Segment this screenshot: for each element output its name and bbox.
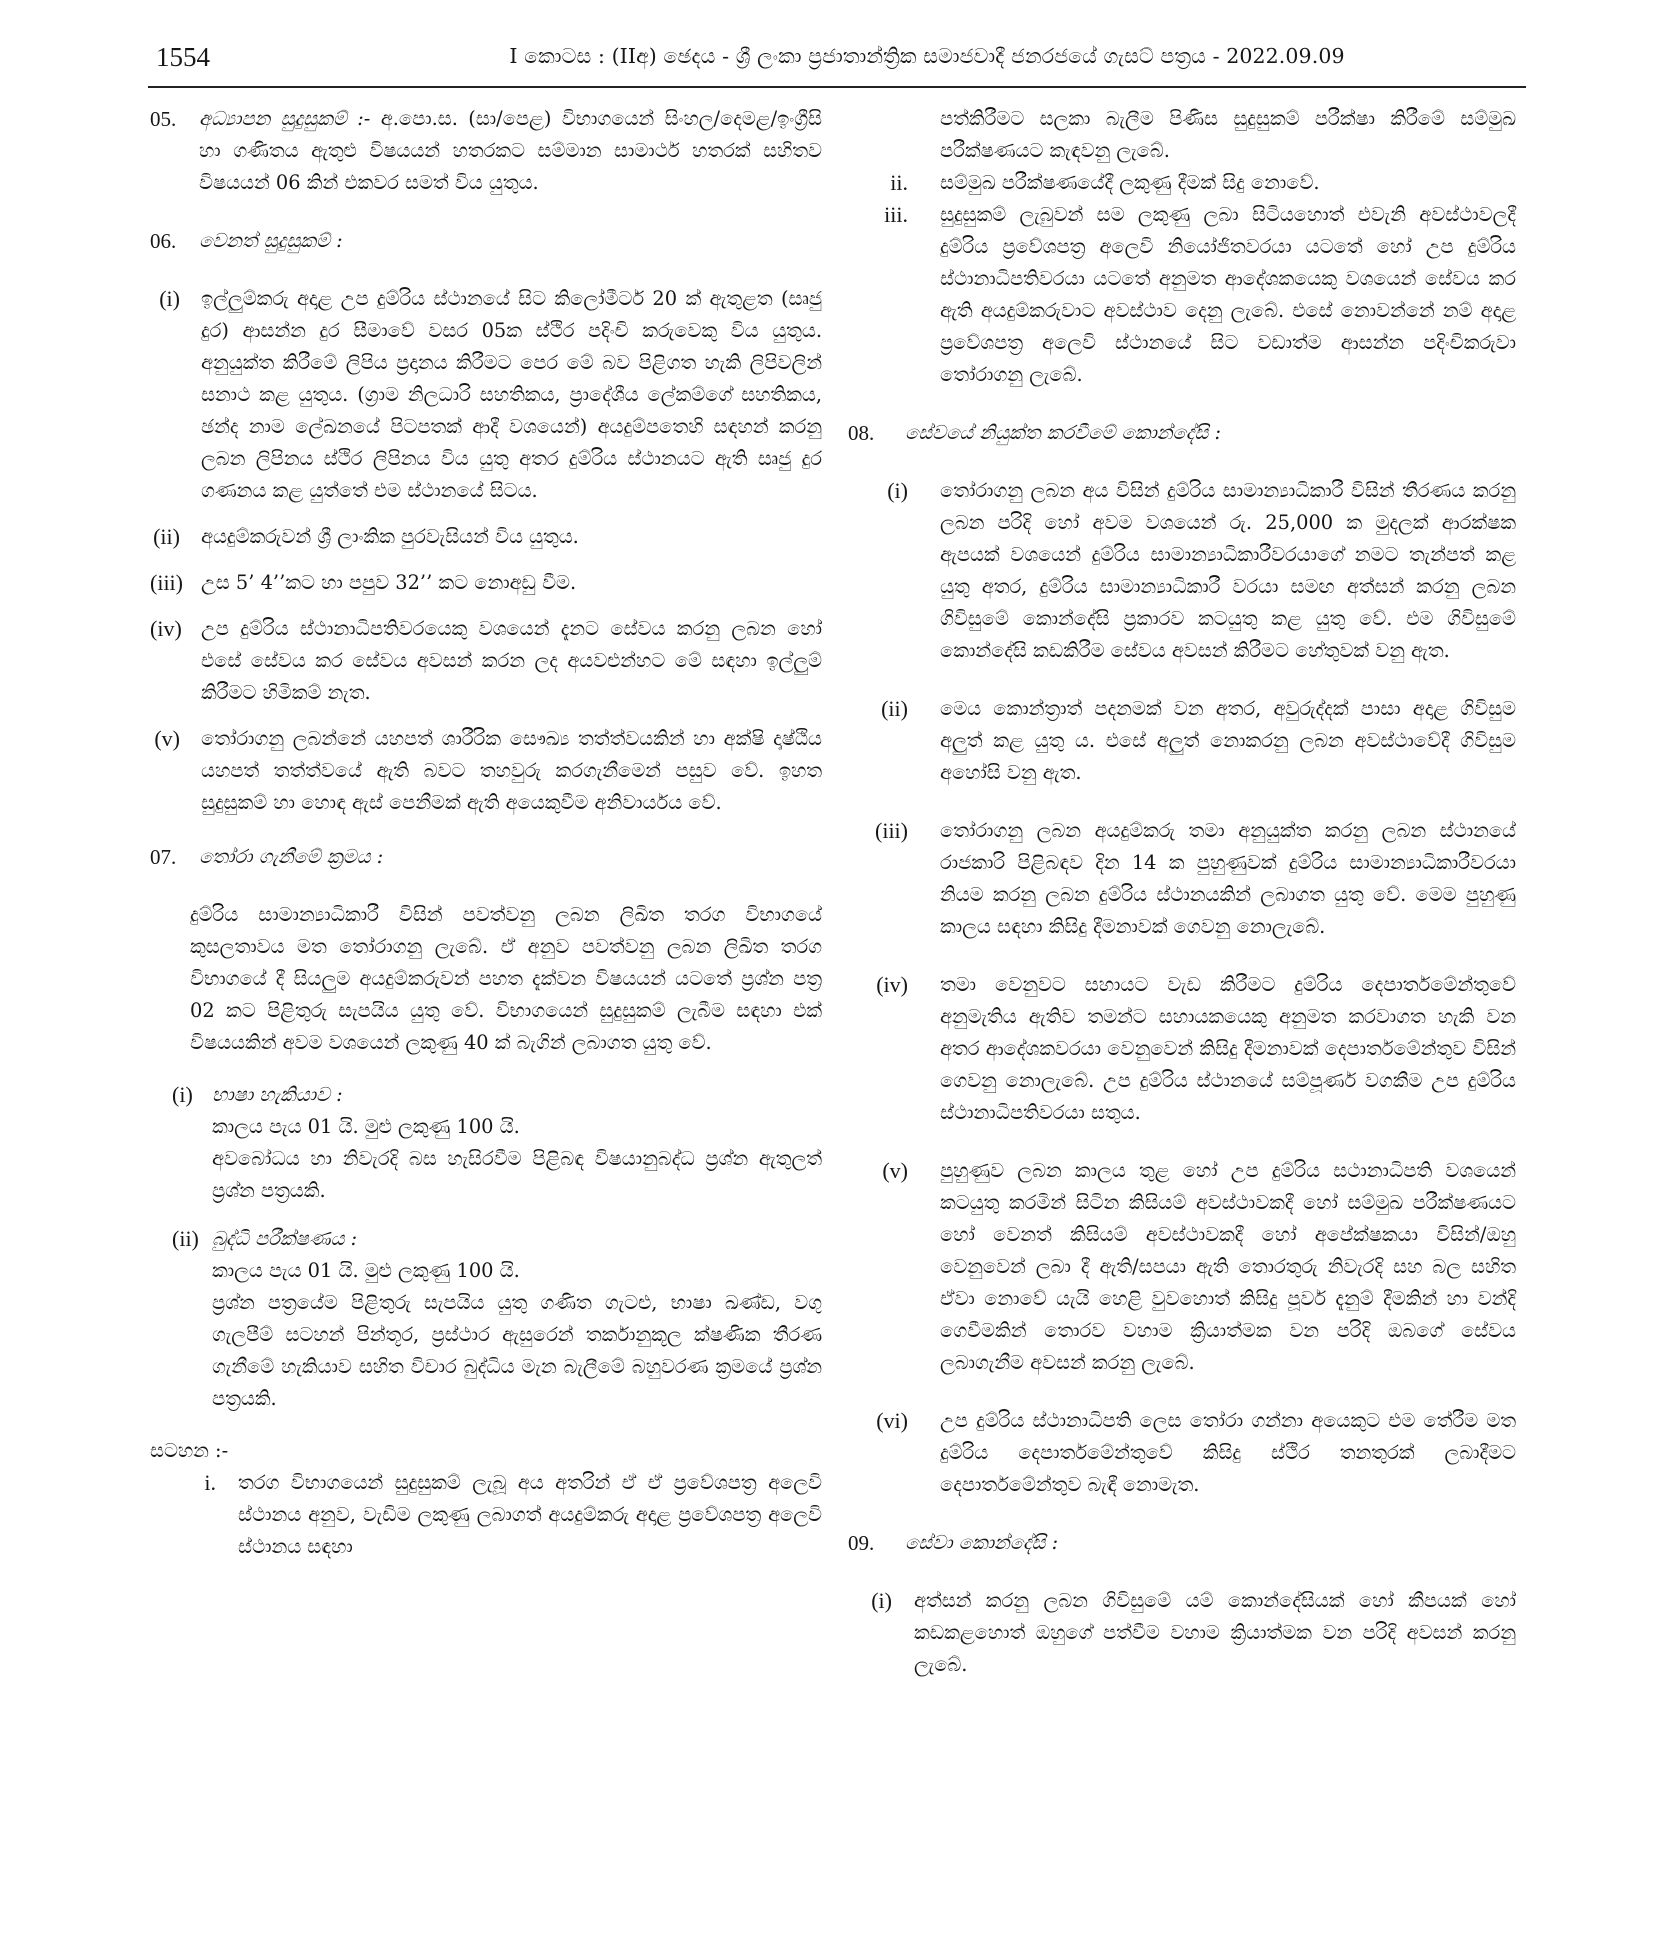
list-item <box>848 475 1516 667</box>
item-number: (iv) <box>150 616 182 641</box>
item-number: (iv) <box>876 972 908 997</box>
item-title: භාෂා හැකියාව : <box>212 1083 343 1106</box>
section-number: 07. <box>150 845 177 869</box>
right-column <box>848 103 1516 1681</box>
item-line: ප්‍රශ්න පත්‍රයේම පිළිතුරු සැපයිය යුතු ගණිත ගැටළු, භාෂා ඛණ්ඩ, වගු ගැලපීම් සටහන් පින්තූර, ප්‍රස්ථාර ඇසුරෙන් තර්කානුකූල ක්ෂණික තීරණ ගැනීමේ හැකියාව සහිත විචාර බුද්ධිය මැන බැලීමේ බහුවරණ ක්‍රමයේ ප්‍රශ්න පත්‍රයකි. <box>212 1291 822 1410</box>
section-title: අධ්‍යාපන සුදුසුකම් :- <box>199 107 371 130</box>
note-label: සටහන :- <box>150 1439 229 1462</box>
item-number: (i) <box>172 1082 193 1107</box>
section-08 <box>848 417 1516 449</box>
section-07 <box>150 841 822 873</box>
item-number: (v) <box>154 726 180 751</box>
item-text: ඉල්ලුම්කරු අදාළ උප දුම්රිය ස්ථානයේ සිට කිලෝමීටර් 20 ක් ඇතුළත (සෘජු දුර) ආසන්න දුර සීමාවේ වසර 05ක ස්ථිර පදිංචි කරුවෙකු විය යුතුය. අනුයුක්ත කිරීමේ ලිපිය ප්‍රදානය කිරීමට පෙර මේ බව පිළිගත හැකි ලිපිවලින් සනාථ කළ යුතුය. (ග්‍රාම නිලධාරි සහතිකය, ප්‍රාදේශීය ලේකම්ගේ සහතිකය, ඡන්ද නාම ලේඛනයේ පිටපතක් ආදී වශයෙන්) අයදුම්පතෙහි සඳහන් කරනු ලබන ලිපිනය ස්ථිර ලිපිනය විය යුතු අතර දුම්රිය ස්ථානයට ඇති සෘජු දුර ගණනය කළ යුත්තේ එම ස්ථානයේ සිටය. <box>201 287 822 502</box>
item-number: (ii) <box>153 524 180 549</box>
list-item <box>172 1223 822 1415</box>
section-06 <box>150 225 822 257</box>
item-text: තෝරාගනු ලබන අයදුම්කරු තමා අනුයුක්ත කරනු ලබන ස්ථානයේ රාජකාරි පිළිබඳව දින 14 ක පුහුණුවක් දුම්රිය සාමාන්‍යාධිකාරීවරයා නියම කරනු ලබන දුම්රිය ස්ථානයකින් ලබාගත යුතු වේ. මෙම පුහුණු කාලය සඳහා කිසිදු දීමනාවක් ගෙවනු නොලැබේ. <box>940 819 1516 938</box>
note-item <box>150 1467 822 1563</box>
item-text: සුදුසුකම් ලැබුවන් සම ලකුණු ලබා සිටියහොත් එවැනි අවස්ථාවලදී දුම්රිය ප්‍රවේශපත්‍ර අලෙවි නියෝජිතවරයා යටතේ හෝ උප දුම්රිය ස්ථානාධිපතිවරයා යටතේ අනුමත ආදේශකයෙකු වශයෙන් සේවය කර ඇති අයදුම්කරුවාට අවස්ථාව දෙනු ලැබේ. එසේ නොවන්නේ නම් අදාළ ප්‍රවේශපත්‍ර අලෙවි ස්ථානයේ සිට වඩාත්ම ආසන්න පදිංචිකරුවා තෝරාගනු ලැබේ. <box>940 203 1516 386</box>
section-07-intro: දුම්රිය සාමාන්‍යාධිකාරී විසින් පවත්වනු ලබන ලිඛිත තරග විභාගයේ කුසලතාවය මත තෝරාගනු ලැබේ. ඒ අනුව පවත්වනු ලබන ලිඛිත තරග විභාගයේ දී සියලුම අයදුම්කරුවන් පහත දැක්වන විෂයයන් යටතේ ප්‍රශ්න පත්‍ර 02 කට පිළිතුරු සැපයිය යුතු වේ. විභාගයෙන් සුදුසුකම් ලැබීම සඳහා එක් විෂයයකින් අවම වශයෙන් ලකුණු 40 ක් බැගින් ලබාගත යුතු වේ. <box>190 903 822 1054</box>
item-line: අවබෝධය හා නිවැරදි බස හැසිරවීම පිළිබඳ විෂයානුබද්ධ ප්‍රශ්න ඇතුලත් ප්‍රශ්න පත්‍රයකි. <box>212 1147 822 1202</box>
section-05 <box>150 103 822 199</box>
item-text: තරග විභාගයෙන් සුදුසුකම් ලැබූ අය අතරින් ඒ ඒ ප්‍රවේශපත්‍ර අලෙවි ස්ථානය අනුව, වැඩිම ලකුණු ලබාගත් අයදුම්කරු අදාළ ප්‍රවේශපත්‍ර අලෙවි ස්ථානය සඳහා <box>238 1471 822 1558</box>
item-title: බුද්ධි පරීක්ෂණය : <box>212 1227 358 1250</box>
section-title: තෝරා ගැනීමේ ක්‍රමය : <box>199 845 384 868</box>
item-number: iii. <box>884 202 908 227</box>
note-item <box>848 167 1516 199</box>
section-number: 06. <box>150 229 177 253</box>
note-item <box>848 199 1516 391</box>
list-item <box>150 723 822 819</box>
item-number: (vi) <box>876 1408 908 1433</box>
item-number: (ii) <box>881 696 908 721</box>
header-divider <box>148 86 1526 88</box>
item-number: (iii) <box>875 818 908 843</box>
left-column <box>150 103 822 1563</box>
list-item <box>848 969 1516 1129</box>
item-text: අයදුම්කරුවන් ශ්‍රී ලාංකික පුරවැසියන් විය යුතුය. <box>201 525 579 548</box>
section-title: සේවා කොන්දේසි : <box>905 1531 1059 1554</box>
note-continued: පත්කිරීමට සලකා බැලීම පිණිස සුදුසුකම් පරීක්ෂා කිරීමේ සම්මුඛ පරීක්ෂණයට කැඳවනු ලැබේ. <box>940 107 1516 162</box>
item-number: (iii) <box>150 570 183 595</box>
list-item <box>848 693 1516 789</box>
page-number: 1554 <box>156 42 210 72</box>
item-text: උස 5’ 4’’කට හා පපුව 32’’ කට නොඅඩු වීම. <box>201 571 577 594</box>
section-number: 05. <box>150 107 177 131</box>
item-text: තෝරාගනු ලබන්නේ යහපත් ශාරීරික සෞඛ්‍ය තත්ත්වයකින් හා අක්ෂි දෘෂ්ඨිය යහපත් තත්ත්වයේ ඇති බවට තහවුරු කරගැනීමෙන් පසුව වේ. ඉහත සුදුසුකම් හා හොඳ ඇස් පෙනීමක් ඇති අයෙකුවීම අනිවාර්යය වේ. <box>201 727 822 814</box>
item-number: (i) <box>887 478 908 503</box>
section-number: 09. <box>848 1531 875 1555</box>
item-number: (ii) <box>172 1226 199 1251</box>
list-item <box>848 815 1516 943</box>
section-title: සේවයේ නියුක්ත කරවීමේ කොන්දේසි : <box>905 421 1221 444</box>
item-text: තමා වෙනුවට සහායට වැඩ කිරීමට දුම්රිය දෙපාර්තමේන්තුවේ අනුමැතිය ඇතිව තමන්ට සහායකයෙකු අනුමත කරවාගත හැකි වන අතර ආදේශකවරයා වෙනුවෙන් කිසිදු දීමනාවක් දෙපාර්තමේන්තුව විසින් ගෙවනු නොලැබේ. උප දුම්රිය ස්ථානයේ සම්පූර්ණ වගකීම උප දුම්රිය ස්ථානාධිපතිවරයා සතුය. <box>940 973 1516 1124</box>
item-number: (i) <box>159 286 180 311</box>
section-text: අ.පො.ස. (සා/පෙළ) විභාගයෙන් සිංහල/දෙමළ/ඉංග්‍රීසි හා ගණිතය ඇතුළු විෂයයන් හතරකට සම්මාන සාමාර්ථ හතරක් සහිතව විෂයයන් 06 කින් එකවර සමත් විය යුතුය. <box>199 107 822 194</box>
item-text: සම්මුඛ පරීක්ෂණයේදී ලකුණු දීමක් සිදු නොවේ. <box>940 171 1320 194</box>
item-text: උප දුම්රිය ස්ථානාධිපති ලෙස තෝරා ගන්නා අයෙකුට එම තේරීම මත දුම්රිය දෙපාර්තමේන්තුවේ කිසිදු ස්ථිර තනතුරක් ලබාදීමට දෙපාර්තමේන්තුව බැඳී නොමැත. <box>940 1409 1516 1496</box>
list-item <box>150 567 822 599</box>
list-item <box>150 521 822 553</box>
gazette-header-title: I කොටස : (IIඅ) ඡෙදය - ශ්‍රී ලංකා ප්‍රජාතාන්ත්‍රික සමාජවාදී ජනරජයේ ගැසට් පත්‍රය - 2022.09.09 <box>509 44 1345 68</box>
item-number: (i) <box>871 1588 892 1613</box>
item-line: කාලය පැය 01 යි. මුළු ලකුණු 100 යි. <box>212 1115 520 1138</box>
section-09 <box>848 1527 1516 1559</box>
list-item <box>848 1585 1516 1681</box>
item-text: තෝරාගනු ලබන අය විසින් දුම්රිය සාමාන්‍යාධිකාරී විසින් තීරණය කරනු ලබන පරිදි හෝ අවම වශයෙන් රු. 25,000 ක මුදලක් ආරක්ෂක ඇපයක් වශයෙන් දුම්රිය සාමාන්‍යාධිකාරීවරයාගේ නමට තැන්පත් කළ යුතු අතර, දුම්රිය සාමාන්‍යාධිකාරී වරයා සමඟ අත්සන් කරනු ලබන ගිවිසුමේ කොන්දේසි ප්‍රකාරව කටයුතු කළ යුතු වේ. එම ගිවිසුමේ කොන්දේසි කඩකිරීම සේවය අවසන් කිරීමට හේතුවක් වනු ඇත. <box>940 479 1516 662</box>
item-number: (v) <box>882 1158 908 1183</box>
section-title: වෙනත් සුදුසුකම් : <box>199 229 343 252</box>
list-item <box>150 613 822 709</box>
item-text: මෙය කොන්ත්‍රාත් පදනමක් වන අතර, අවුරුද්දක් පාසා අදාළ ගිවිසුම අලුත් කළ යුතු ය. එසේ අලුත් නොකරනු ලබන අවස්ථාවේදී ගිවිසුම අහෝසි වනු ඇත. <box>940 697 1516 784</box>
list-item <box>848 1155 1516 1379</box>
section-number: 08. <box>848 421 875 445</box>
list-item <box>150 283 822 507</box>
page-header <box>148 38 1526 82</box>
list-item <box>172 1079 822 1207</box>
item-number: i. <box>204 1470 216 1495</box>
item-text: උප දුම්රිය ස්ථානාධිපතිවරයෙකු වශයෙන් දැනට සේවය කරනු ලබන හෝ එසේ සේවය කර සේවය අවසන් කරන ලද අයවළුන්හට මේ සඳහා ඉල්ලුම් කිරීමට හිමිකම් නැත. <box>201 617 822 704</box>
list-item <box>848 1405 1516 1501</box>
item-text: අත්සන් කරනු ලබන ගිවිසුමේ යම් කොන්දේසියක් හෝ කීපයක් හෝ කඩකළහොත් ඔහුගේ පත්වීම වහාම ක්‍රියාත්මක වන පරිදි අවසන් කරනු ලැබේ. <box>914 1589 1516 1676</box>
item-line: කාලය පැය 01 යි. මුළු ලකුණු 100 යි. <box>212 1259 520 1282</box>
item-number: ii. <box>890 170 908 195</box>
item-text: පුහුණුව ලබන කාලය තුළ හෝ උප දුම්රිය සථානාධිපති වශයෙන් කටයුතු කරමින් සිටින කිසියම් අවස්ථාවකදී හෝ සම්මුඛ පරීක්ෂණයට හෝ වෙනත් කිසියම් අවස්ථාවකදී හෝ අපේක්ෂකයා විසින්/ඔහු වෙනුවෙන් ලබා දී ඇති/සපයා ඇති තොරතුරු නිවැරදි සහ බල සහිත ඒවා නොවේ යැයි හෙළි වුවහොත් කිසිදු පූර්ව දැනුම් දීමකින් හා වන්දි ගෙවීමකින් තොරව වහාම ක්‍රියාත්මක වන පරිදි ඔබගේ සේවය ලබාගැනීම අවසන් කරනු ලැබේ. <box>940 1159 1516 1374</box>
